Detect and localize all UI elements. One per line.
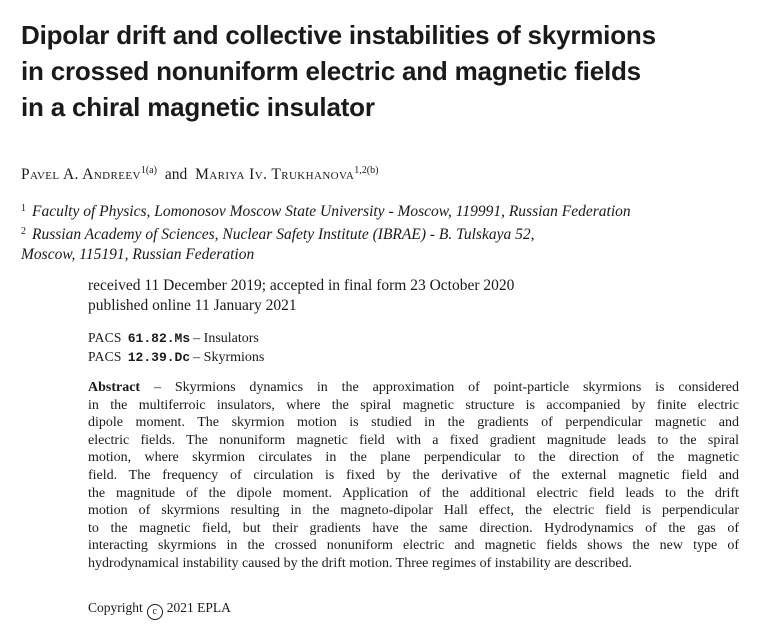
pacs-entry xyxy=(88,348,264,367)
abstract-line: interacting skyrmions in the crossed nonuniform electric and magnetic fields shows the new type of xyxy=(88,538,739,554)
title-line-2: in crossed nonuniform electric and magnetic fields xyxy=(21,56,641,86)
abstract xyxy=(88,379,739,573)
abstract-line: dipole moment. The skyrmion motion is studied in the gradients of perpendicular magnetic and xyxy=(88,415,739,431)
affiliation-item xyxy=(21,199,751,222)
abstract-line: motion, where skyrmion circulates in the plane perpendicular to the direction of the magnetic xyxy=(88,450,739,466)
pacs-label: PACS xyxy=(88,330,122,345)
abstract-line: to the magnetic field, but their gradients have the same direction. Hydrodynamics of the gas of xyxy=(88,520,739,536)
pacs-list xyxy=(88,329,264,367)
affiliation-number: 2 xyxy=(21,226,26,237)
author-affiliation-mark: 1,2(b) xyxy=(354,165,379,176)
title-line-1: Dipolar drift and collective instabilities of skyrmions xyxy=(21,20,656,50)
pacs-description: – Insulators xyxy=(193,331,259,346)
abstract-line: electric fields. The nonuniform magnetic field with a fixed gradient magnitude leads to the spiral xyxy=(88,432,739,448)
paper-title xyxy=(21,17,741,125)
publication-dates xyxy=(88,276,514,316)
pacs-description: – Skyrmions xyxy=(193,350,265,365)
copyright-notice xyxy=(88,599,231,620)
copyright-label: Copyright xyxy=(88,600,143,615)
author-name: Pavel A. Andreev xyxy=(21,166,141,183)
copyright-holder: 2021 EPLA xyxy=(166,600,231,615)
pacs-entry xyxy=(88,329,264,348)
pacs-code: 12.39.Dc xyxy=(127,350,191,365)
author-name: Mariya Iv. Trukhanova xyxy=(195,166,355,183)
abstract-text: – Skyrmions dynamics in the approximation of point-particle skyrmions is considered xyxy=(140,380,739,395)
author-list xyxy=(21,161,378,185)
abstract-line: in the multiferroic insulators, where the spiral magnetic structure is accompanied by finite electric xyxy=(88,397,739,413)
pacs-label: PACS xyxy=(88,349,122,364)
author-affiliation-mark: 1(a) xyxy=(140,165,157,176)
abstract-line: hydrodynamical instability caused by the drift motion. Three regimes of instability are described. xyxy=(88,555,633,571)
affiliation-list xyxy=(21,199,751,265)
affiliation-text: Faculty of Physics, Lomonosov Moscow State University - Moscow, 119991, Russian Federation xyxy=(32,203,631,220)
affiliation-item xyxy=(21,222,751,245)
abstract-line: motion of skyrmions resulting in the magneto-dipolar Hall effect, the electric field is perpendicular xyxy=(88,503,739,519)
published-line: published online 11 January 2021 xyxy=(88,297,297,314)
abstract-line xyxy=(88,379,739,397)
copyright-icon: c xyxy=(147,604,163,620)
title-line-3: in a chiral magnetic insulator xyxy=(21,92,375,122)
affiliation-continuation: Moscow, 115191, Russian Federation xyxy=(21,246,255,263)
affiliation-number: 1 xyxy=(21,203,26,214)
received-accepted-line: received 11 December 2019; accepted in final form 23 October 2020 xyxy=(88,277,515,294)
abstract-label: Abstract xyxy=(88,380,141,395)
abstract-line: the magnitude of the dipole moment. Application of the additional electric field leads to the drift xyxy=(88,485,739,501)
author-joiner: and xyxy=(164,166,188,183)
pacs-code: 61.82.Ms xyxy=(127,331,191,346)
abstract-line: field. The frequency of circulation is fixed by the derivative of the external magnetic field and xyxy=(88,467,739,483)
affiliation-text: Russian Academy of Sciences, Nuclear Safety Institute (IBRAE) - B. Tulskaya 52, xyxy=(32,226,535,243)
